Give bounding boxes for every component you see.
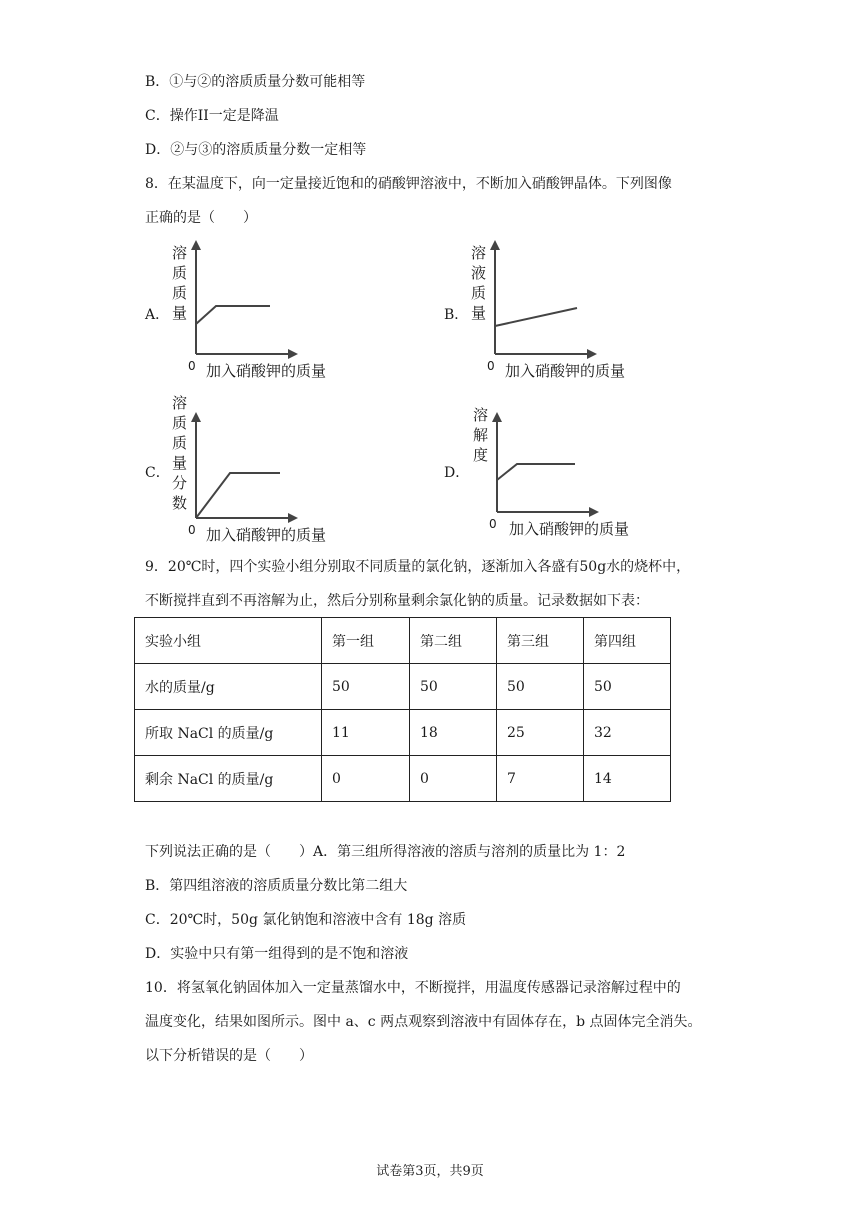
table-cell: 50 — [584, 664, 671, 710]
table-cell: 7 — [497, 756, 584, 802]
graph-c-ylabel-5: 分 — [172, 474, 188, 492]
graph-b-origin: 0 — [487, 359, 495, 373]
table-cell: 第一组 — [322, 618, 410, 664]
table-cell: 0 — [410, 756, 497, 802]
table-row — [135, 664, 671, 710]
graph-d-ylabel-1: 溶 — [473, 406, 489, 424]
graph-d-xlabel: 加入硝酸钾的质量 — [509, 520, 630, 538]
table-cell: 50 — [497, 664, 584, 710]
q10-stem-line1: 10．将氢氧化钠固体加入一定量蒸馏水中，不断搅拌，用温度传感器记录溶解过程中的 — [145, 980, 681, 996]
q9-stem-line2: 不断搅拌直到不再溶解为止，然后分别称量剩余氯化钠的质量。记录数据如下表： — [145, 593, 649, 609]
graph-c-ylabel-1: 溶 — [172, 394, 188, 412]
graph-b-ylabel-1: 溶 — [471, 244, 487, 262]
table-cell: 第四组 — [584, 618, 671, 664]
page-footer: 试卷第3页，共9页 — [376, 1164, 484, 1179]
graph-c — [160, 390, 360, 550]
table-cell: 0 — [322, 756, 410, 802]
table-cell: 第三组 — [497, 618, 584, 664]
graph-b-xlabel: 加入硝酸钾的质量 — [505, 362, 626, 380]
graph-c-ylabel-6: 数 — [172, 494, 188, 512]
table-cell: 32 — [584, 710, 671, 756]
table-cell: 25 — [497, 710, 584, 756]
graph-c-xlabel: 加入硝酸钾的质量 — [206, 526, 327, 544]
graph-a-ylabel-2: 质 — [172, 264, 188, 282]
graph-a — [160, 236, 360, 386]
table-cell: 11 — [322, 710, 410, 756]
table-cell: 第二组 — [410, 618, 497, 664]
table-cell: 18 — [410, 710, 497, 756]
table-cell: 50 — [322, 664, 410, 710]
q9-option-b: B．第四组溶液的溶质质量分数比第二组大 — [145, 878, 408, 894]
q9-option-c: C．20℃时，50g 氯化钠饱和溶液中含有 18g 溶质 — [145, 912, 467, 928]
graph-b-ylabel-2: 液 — [471, 264, 487, 282]
graph-c-origin: 0 — [188, 523, 196, 537]
graph-b-ylabel-3: 质 — [471, 284, 487, 302]
graph-c-ylabel-3: 质 — [172, 434, 188, 452]
graph-d — [461, 400, 661, 550]
q8-stem-line1: 8．在某温度下，向一定量接近饱和的硝酸钾溶液中，不断加入硝酸钾晶体。下列图像 — [145, 176, 672, 192]
graph-a-origin: 0 — [188, 359, 196, 373]
graph-a-ylabel-4: 量 — [172, 304, 188, 322]
graph-b-ylabel-4: 量 — [471, 304, 487, 322]
graph-a-ylabel-1: 溶 — [172, 244, 188, 262]
table-row — [135, 756, 671, 802]
option-c-prev: C．操作II一定是降温 — [145, 108, 279, 124]
q9-stem-line1: 9．20℃时，四个实验小组分别取不同质量的氯化钠，逐渐加入各盛有50g水的烧杯中， — [145, 559, 691, 575]
table-cell: 14 — [584, 756, 671, 802]
graph-a-label: A． — [145, 307, 170, 323]
graph-b — [459, 236, 659, 386]
q9-data-table — [134, 617, 671, 802]
option-b-prev: B．①与②的溶质质量分数可能相等 — [145, 74, 366, 90]
table-cell: 实验小组 — [135, 618, 322, 664]
graph-c-ylabel-2: 质 — [172, 414, 188, 432]
q9-option-d: D．实验中只有第一组得到的是不饱和溶液 — [145, 946, 409, 962]
graph-c-ylabel-4: 量 — [172, 454, 188, 472]
table-header-row — [135, 618, 671, 664]
graph-a-ylabel-3: 质 — [172, 284, 188, 302]
table-cell: 50 — [410, 664, 497, 710]
graph-b-label: B． — [444, 307, 469, 323]
q9-option-a: 下列说法正确的是（ ）A．第三组所得溶液的溶质与溶剂的质量比为 1：2 — [145, 844, 626, 860]
table-cell: 所取 NaCl 的质量/g — [135, 710, 322, 756]
graph-d-label: D． — [444, 465, 470, 481]
graph-d-ylabel-3: 度 — [473, 446, 489, 464]
graph-c-label: C． — [145, 465, 170, 481]
table-row — [135, 710, 671, 756]
q8-stem-line2: 正确的是（ ） — [145, 210, 257, 226]
table-cell: 水的质量/g — [135, 664, 322, 710]
graph-d-origin: 0 — [489, 517, 497, 531]
table-cell: 剩余 NaCl 的质量/g — [135, 756, 322, 802]
q10-stem-line3: 以下分析错误的是（ ） — [145, 1048, 313, 1064]
graph-a-xlabel: 加入硝酸钾的质量 — [206, 362, 327, 380]
q10-stem-line2: 温度变化，结果如图所示。图中 a、c 两点观察到溶液中有固体存在，b 点固体完全消失。 — [145, 1014, 702, 1030]
option-d-prev: D．②与③的溶质质量分数一定相等 — [145, 142, 367, 158]
graph-d-ylabel-2: 解 — [473, 426, 489, 444]
